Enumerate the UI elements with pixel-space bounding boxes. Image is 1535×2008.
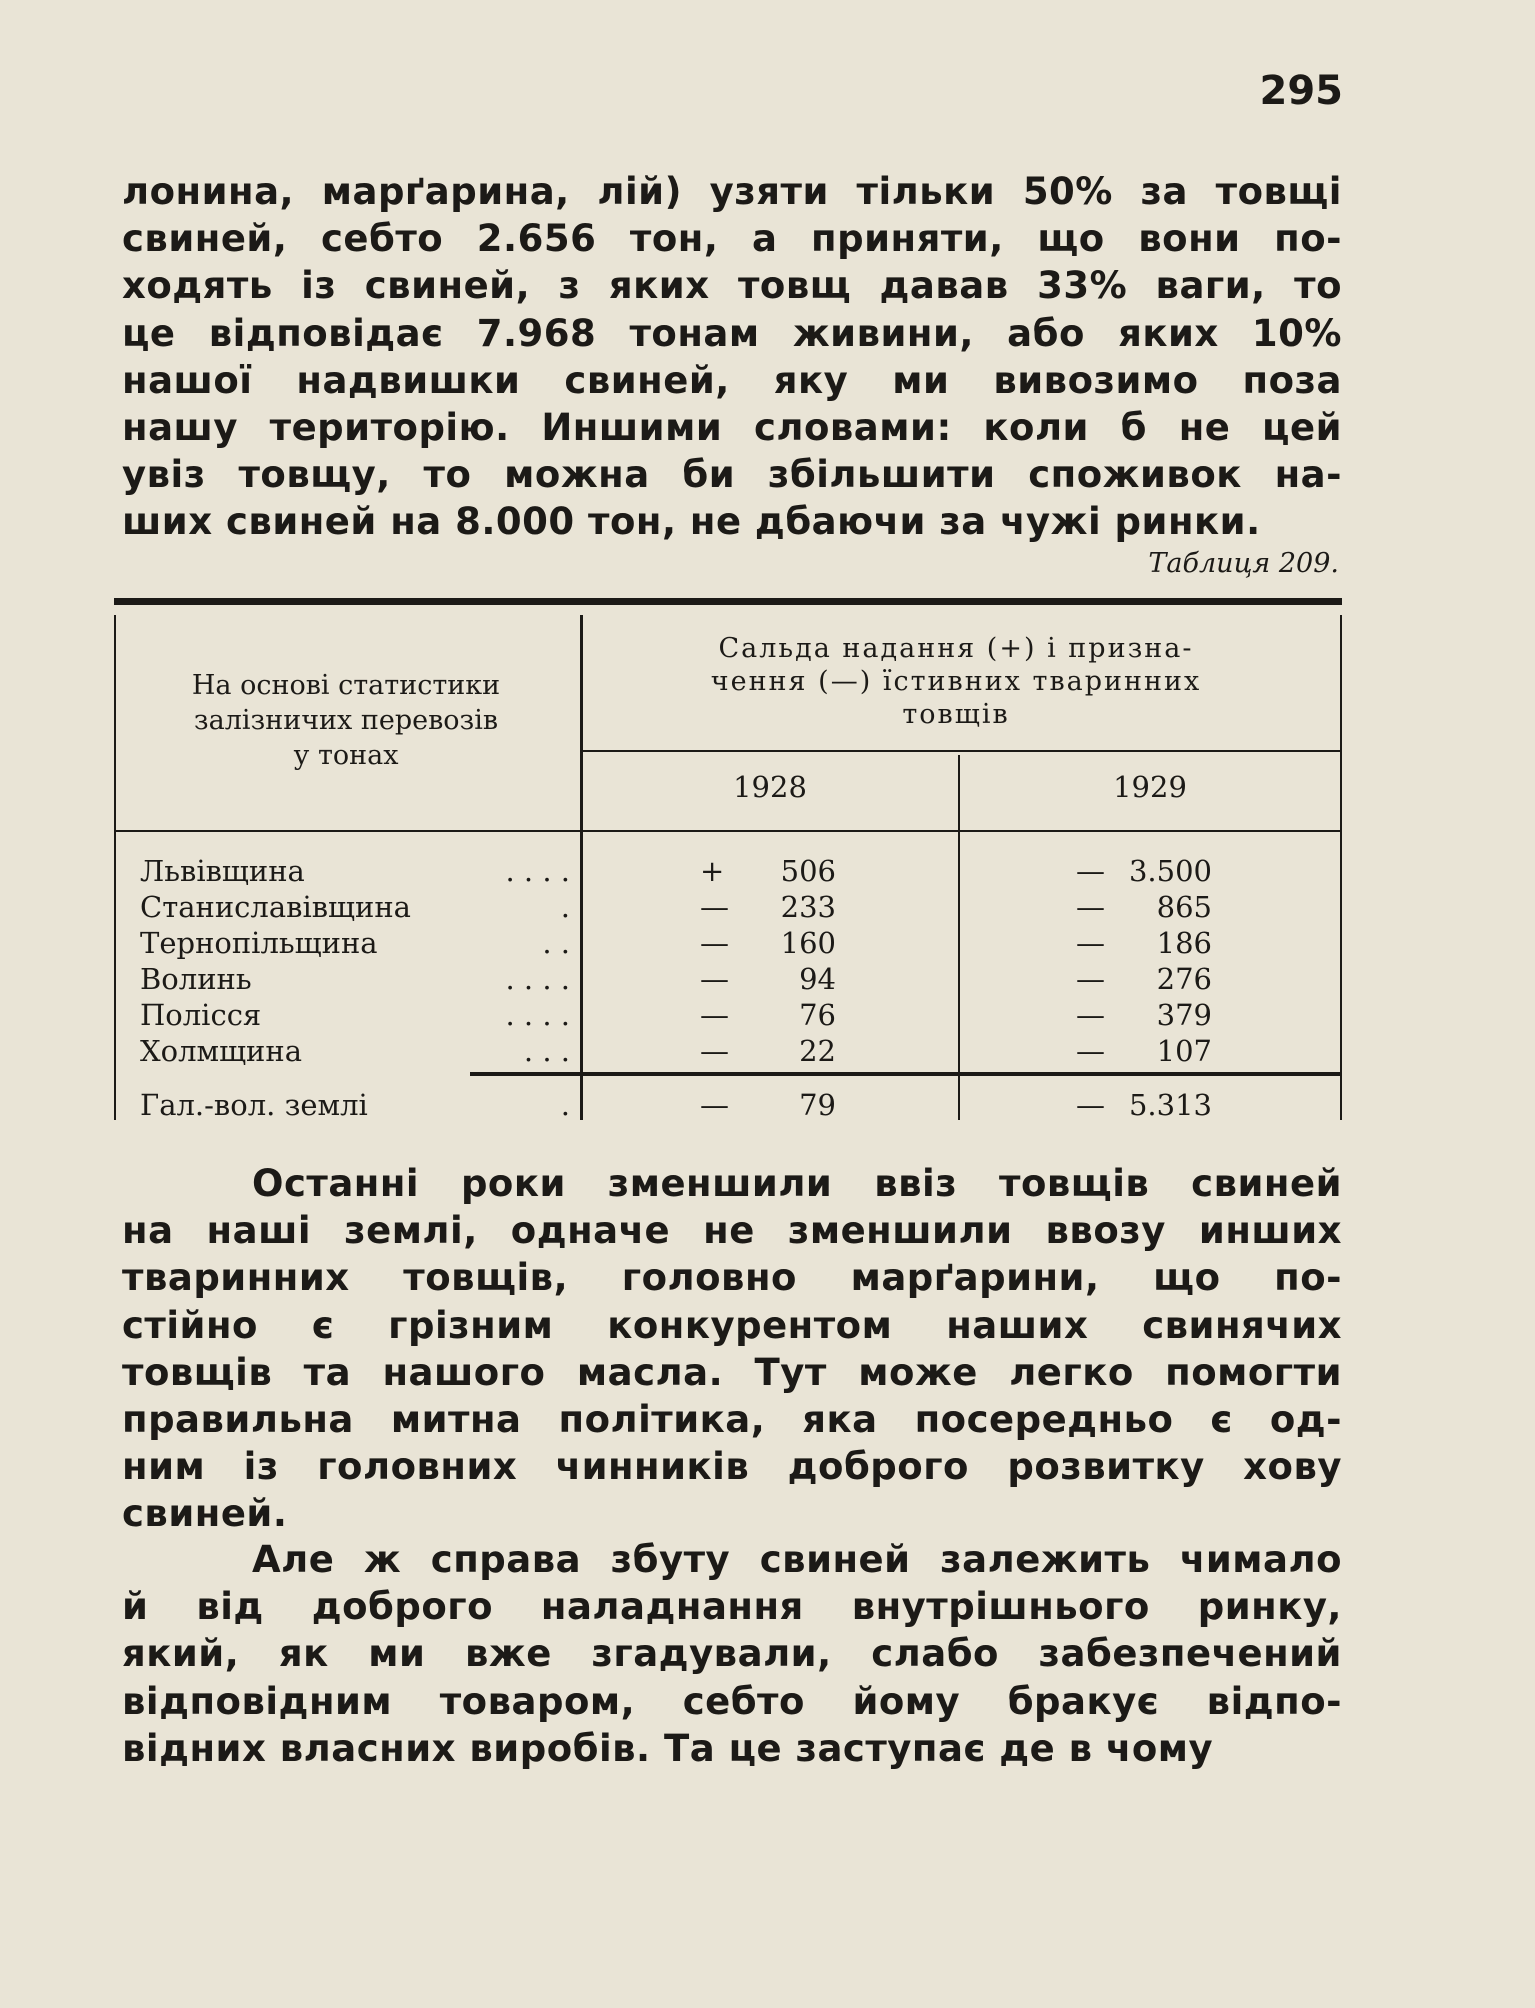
paragraph-3 [122,1536,1342,1772]
table-caption: Таблиця 209. [1148,548,1339,579]
page-number: 295 [1259,68,1343,114]
text-line: Останні роки зменшили ввіз товщів свиней [252,1162,1342,1205]
text-line: нашу територію. Иншими словами: коли б не цей [122,406,1342,450]
value-1929: — 186 [1076,926,1212,960]
row-label: Львівщина . . . . [140,854,570,888]
value-1928: — 22 [700,1034,836,1068]
table-left-border [114,615,116,1120]
table-header-rule [116,830,1340,832]
year-1928-header: 1928 [733,770,807,804]
text-line: увіз товщу, то можна би збільшити споживок на- [122,453,1342,497]
year-1929-header: 1929 [1113,770,1187,804]
value-1929: — 865 [1076,890,1212,924]
row-label: Волинь . . . . [140,962,570,996]
table-left-header: На основі статистики залізничих перевозів у тонах [191,670,501,771]
value-1928: — 76 [700,998,836,1032]
text-line: правильна митна політика, яка посередньо є од- [122,1398,1342,1442]
text-line: на наші землі, одначе не зменшили ввозу инших [122,1209,1342,1253]
row-label: Полісся . . . . [140,998,570,1032]
table-group-header: Сальда надання (+) і призна- чення (—) їстивних тваринних товщів [710,633,1202,730]
text-line: ним із головних чинників доброго розвитку хову [122,1445,1342,1489]
value-1928: + 506 [700,854,836,888]
text-line: відповідним товаром, себто йому бракує відпо- [122,1679,1342,1723]
value-1929: — 3.500 [1076,854,1212,888]
row-label: Холмщина . . . [140,1034,570,1068]
value-1928: — 79 [700,1088,836,1122]
text-line: відних власних виробів. Та це заступає де в чому [122,1726,1214,1770]
row-label: Тернопільщина . . [140,926,570,960]
text-line: нашої надвишки свиней, яку ми вивозимо поза [122,358,1342,402]
table-divider-1 [580,615,583,1120]
value-1928: — 233 [700,890,836,924]
text-line: лонина, марґарина, лій) узяти тільки 50% за товщі [122,170,1342,213]
row-label: Гал.-вол. землі . [140,1088,570,1122]
text-line: ходять із свиней, з яких товщ давав 33% ваги, то [122,264,1342,308]
value-1929: — 276 [1076,962,1212,996]
text-line: який, як ми вже згадували, слабо забезпечений [122,1632,1342,1676]
text-line: й від доброго наладнання внутрішнього ринку, [122,1585,1342,1629]
text-line: ших свиней на 8.000 тон, не дбаючи за чужі ринки. [122,500,1261,544]
value-1929: — 379 [1076,998,1212,1032]
table-right-border [1340,615,1342,1120]
paragraph-2 [122,1160,1342,1538]
text-line: свиней, себто 2.656 тон, а приняти, що вони по- [122,217,1342,261]
text-line: товщів та нашого масла. Тут може легко помогти [122,1350,1342,1394]
table-top-rule [114,598,1342,605]
text-line: свиней. [122,1492,288,1536]
text-line: стійно є грізним конкурентом наших свинячих [122,1303,1342,1347]
value-1928: — 94 [700,962,836,996]
table-divider-2 [958,755,960,1120]
text-line: це відповідає 7.968 тонам живини, або яких 10% [122,311,1342,355]
paragraph-1 [122,168,1342,546]
text-line: тваринних товщів, головно марґарини, що по- [122,1256,1342,1300]
table-subheader-rule [582,750,1340,752]
value-1929: — 5.313 [1076,1088,1212,1122]
text-line: Але ж справа збуту свиней залежить чимало [252,1538,1342,1581]
table-total-rule [470,1072,1340,1076]
value-1929: — 107 [1076,1034,1212,1068]
value-1928: — 160 [700,926,836,960]
row-label: Станиславівщина . [140,890,570,924]
